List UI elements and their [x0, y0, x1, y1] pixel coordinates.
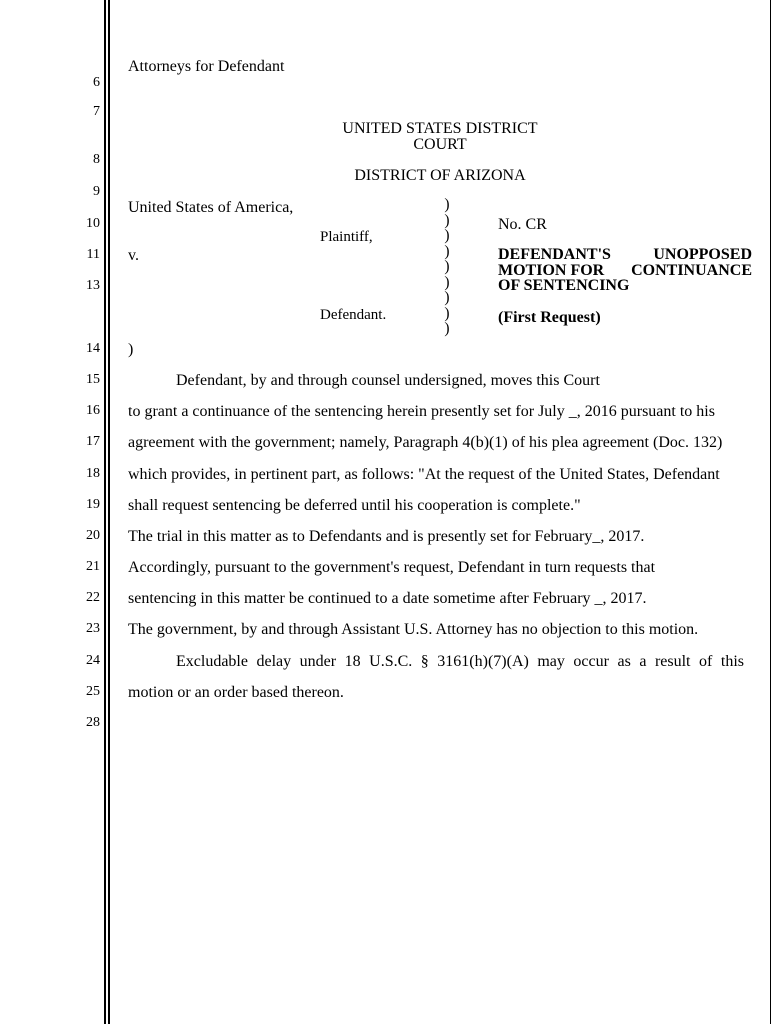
caption-paren: )	[444, 211, 450, 229]
caption-paren: )	[444, 320, 450, 337]
line-number: 8	[93, 152, 100, 167]
motion-title-word: UNOPPOSED	[653, 246, 752, 263]
stray-parenthesis: )	[128, 341, 134, 358]
line-number: 20	[86, 528, 100, 543]
caption-paren: )	[444, 273, 450, 291]
caption-paren: )	[444, 242, 450, 260]
line-number: 6	[93, 75, 100, 90]
motion-title-line1	[498, 247, 752, 263]
motion-title-word: MOTION FOR	[498, 261, 605, 279]
right-margin-line	[770, 0, 771, 1024]
body-line-16: to grant a continuance of the sentencing herein presently set for July _, 2016 pursuant to his	[128, 403, 715, 420]
line-number: 14	[86, 341, 100, 356]
body-line-15: Defendant, by and through counsel undersigned, moves this Court	[176, 372, 600, 389]
line-number: 22	[86, 590, 100, 605]
body-line-18: which provides, in pertinent part, as follows: "At the request of the United States, Defendant	[128, 466, 720, 483]
body-line-23: The government, by and through Assistant U.S. Attorney has no objection to this motion.	[128, 621, 699, 638]
motion-title-line3: OF SENTENCING	[498, 277, 630, 294]
line-number: 19	[86, 497, 100, 512]
line-number: 25	[86, 684, 100, 699]
line-number: 16	[86, 403, 100, 418]
body-line-22: sentencing in this matter be continued to a date sometime after February _, 2017.	[128, 590, 647, 607]
line-number: 23	[86, 621, 100, 636]
line-number: 11	[86, 247, 100, 262]
district-name: DISTRICT OF ARIZONA	[354, 167, 526, 184]
caption-paren-column	[440, 197, 454, 337]
line-number: 18	[86, 466, 100, 481]
motion-title-word: CONTINUANCE	[631, 261, 752, 279]
line-number: 21	[86, 559, 100, 574]
line-number: 7	[93, 104, 100, 119]
versus-label: v.	[128, 247, 139, 264]
motion-title-word: DEFENDANT'S	[498, 246, 611, 263]
body-line-19: shall request sentencing be deferred until his cooperation is complete."	[128, 497, 581, 514]
line-number: 13	[86, 278, 100, 293]
left-margin-line-outer	[104, 0, 106, 1024]
left-margin-line-inner	[108, 0, 110, 1024]
line-number: 28	[86, 715, 100, 730]
body-line-21: Accordingly, pursuant to the government's request, Defendant in turn requests that	[128, 559, 656, 576]
caption-paren: )	[444, 227, 450, 244]
caption-paren: )	[444, 289, 450, 306]
motion-title-line2	[498, 263, 752, 279]
line-number: 9	[93, 184, 100, 199]
caption-paren: )	[444, 304, 450, 322]
line-number: 17	[86, 434, 100, 449]
court-name-line1: UNITED STATES DISTRICT	[342, 120, 538, 137]
body-line-20: The trial in this matter as to Defendants and is presently set for February_, 2017.	[128, 528, 645, 545]
line-number: 10	[86, 216, 100, 231]
caption-paren: )	[444, 196, 450, 213]
defendant-label: Defendant.	[320, 307, 387, 323]
line-number: 24	[86, 653, 100, 668]
case-number: No. CR	[498, 216, 547, 233]
caption-paren: )	[444, 258, 450, 275]
first-request-label: (First Request)	[498, 309, 601, 326]
court-name-line2: COURT	[413, 136, 467, 153]
plaintiff-label: Plaintiff,	[320, 229, 373, 245]
body-line-24: Excludable delay under 18 U.S.C. § 3161(h)(7)(A) may occur as a result of this	[176, 653, 744, 670]
motion-title	[498, 247, 752, 294]
line-number: 15	[86, 372, 100, 387]
plaintiff-name: United States of America,	[128, 199, 294, 216]
body-line-25: motion or an order based thereon.	[128, 684, 344, 701]
attorneys-for-defendant: Attorneys for Defendant	[128, 58, 285, 75]
body-line-17: agreement with the government; namely, Paragraph 4(b)(1) of his plea agreement (Doc. 132)	[128, 434, 723, 451]
